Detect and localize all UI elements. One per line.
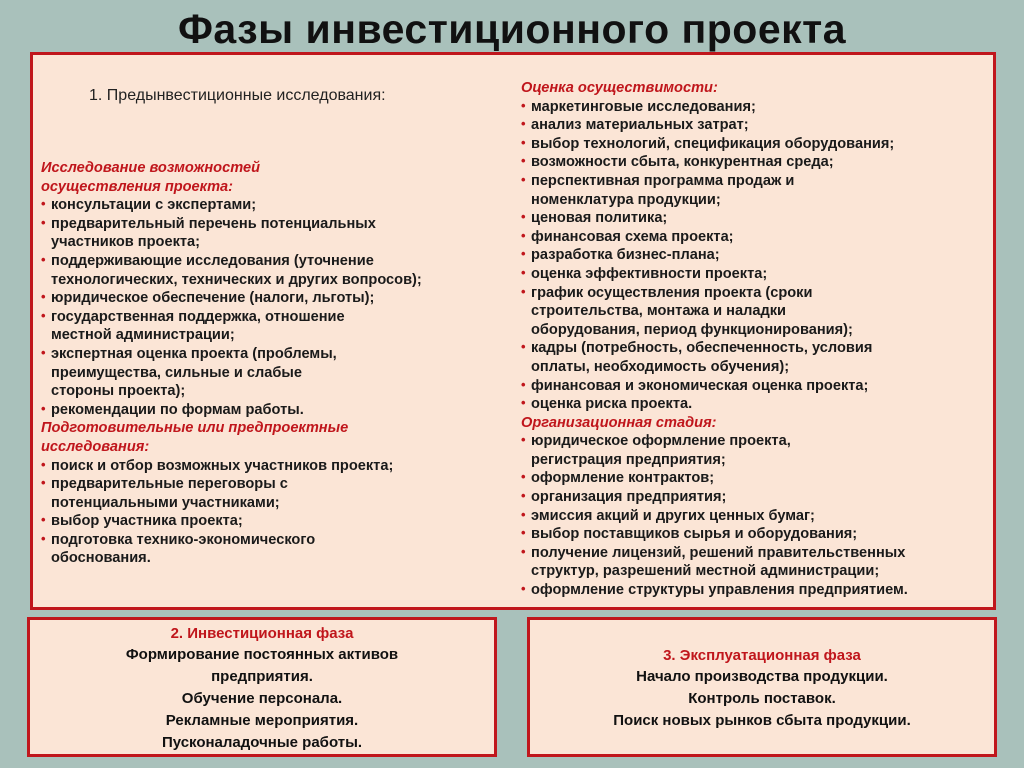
list-item-line: • поддерживающие исследования (уточнение — [51, 252, 374, 269]
section-heading: осуществления проекта: — [41, 178, 234, 195]
list-item-line: местной администрации; — [51, 327, 235, 344]
list-item — [521, 395, 991, 414]
list-item — [41, 345, 511, 401]
section-heading: Организационная стадия: — [521, 414, 717, 431]
list-item-line: • финансовая и экономическая оценка проекта; — [531, 377, 869, 394]
list-item — [41, 215, 511, 252]
list-item-line: • выбор технологий, спецификация оборудования; — [531, 135, 895, 152]
list-item-line: строительства, монтажа и наладки — [531, 303, 787, 320]
list-item — [521, 209, 991, 228]
list-item-line: • маркетинговые исследования; — [531, 98, 756, 115]
list-item-line: потенциальными участниками; — [51, 494, 280, 511]
section-heading: Оценка осуществимости: — [521, 80, 718, 96]
list-item — [41, 531, 511, 568]
list-item — [41, 289, 511, 308]
list-item-line: номенклатура продукции; — [531, 191, 721, 208]
section-heading: исследования: — [41, 438, 150, 455]
list-item-line: • оценка эффективности проекта; — [531, 265, 768, 282]
phase-line: Формирование постоянных активов — [125, 646, 399, 663]
phase-line: Поиск новых рынков сбыта продукции. — [613, 712, 911, 729]
list-item — [521, 525, 991, 544]
list-item — [521, 544, 991, 581]
list-item-line: • оформление контрактов; — [531, 470, 715, 487]
phase-line: предприятия. — [211, 668, 313, 685]
list-item-line: • юридическое оформление проекта, — [531, 433, 791, 450]
list-item — [521, 116, 991, 135]
phase-line: Начало производства продукции. — [636, 668, 888, 685]
list-item-line: стороны проекта); — [51, 383, 186, 400]
list-item-line: структур, разрешений местной администрации; — [531, 563, 880, 580]
list-item-line: • экспертная оценка проекта (проблемы, — [51, 345, 337, 362]
list-item — [521, 377, 991, 396]
list-item-line: • получение лицензий, решений правительственных — [531, 544, 906, 561]
list-item — [521, 153, 991, 172]
list-item — [521, 284, 991, 340]
section-heading: Исследование возможностей — [41, 160, 261, 176]
list-item-line: • консультации с экспертами; — [51, 197, 257, 214]
phase3-box — [527, 617, 997, 757]
list-item-line: • предварительные переговоры с — [51, 476, 288, 493]
list-item-line: • кадры (потребность, обеспеченность, условия — [531, 340, 873, 357]
list-item-line: • государственная поддержка, отношение — [51, 308, 345, 325]
list-item — [41, 308, 511, 345]
list-item — [41, 252, 511, 289]
phase-line: Пусконаладочные работы. — [161, 734, 363, 751]
list-item-line: • оценка риска проекта. — [531, 396, 693, 413]
list-item — [521, 469, 991, 488]
list-item-line: • перспективная программа продаж и — [531, 172, 795, 189]
phase3-title: 3. Эксплуатационная фаза — [663, 647, 861, 664]
phase1-title: 1. Предынвестиционные исследования: — [89, 87, 386, 104]
list-item — [521, 507, 991, 526]
list-item — [41, 196, 511, 215]
list-item-line: технологических, технических и других вопросов); — [51, 271, 422, 288]
list-item-line: • предварительный перечень потенциальных — [51, 215, 376, 232]
list-item-line: • поиск и отбор возможных участников проекта; — [51, 457, 394, 474]
list-item — [521, 135, 991, 154]
list-item-line: участников проекта; — [51, 234, 200, 251]
list-item-line: • юридическое обеспечение (налоги, льготы); — [51, 290, 375, 307]
list-item-line: оплаты, необходимость обучения); — [531, 358, 790, 375]
list-item-line: • финансовая схема проекта; — [531, 228, 734, 245]
list-item — [521, 246, 991, 265]
list-item — [521, 228, 991, 247]
list-item-line: обоснования. — [51, 550, 151, 567]
phase2-title: 2. Инвестиционная фаза — [170, 625, 354, 642]
list-item — [521, 339, 991, 376]
phase-line: Контроль поставок. — [688, 690, 836, 707]
phase-line: Обучение персонала. — [181, 690, 343, 707]
list-item-line: регистрация предприятия; — [531, 451, 726, 468]
list-item-line: • выбор участника проекта; — [51, 513, 243, 530]
list-item — [41, 475, 511, 512]
list-item-line: • ценовая политика; — [531, 210, 668, 227]
section-heading: Подготовительные или предпроектные — [41, 420, 349, 437]
list-item-line: • разработка бизнес-плана; — [531, 247, 720, 264]
list-item-line: • организация предприятия; — [531, 489, 727, 506]
list-item — [521, 265, 991, 284]
list-item-line: • возможности сбыта, конкурентная среда; — [531, 154, 834, 171]
list-item-line: • подготовка технико-экономического — [51, 531, 316, 548]
list-item-line: преимущества, сильные и слабые — [51, 364, 302, 381]
list-item — [521, 172, 991, 209]
phase1-left-list — [41, 159, 511, 568]
list-item — [521, 581, 991, 600]
list-item-line: • график осуществления проекта (сроки — [531, 284, 813, 301]
phase2-box — [27, 617, 497, 757]
phase1-box — [30, 52, 996, 610]
list-item — [41, 512, 511, 531]
page-title: Фазы инвестиционного проекта — [177, 6, 847, 52]
list-item — [41, 401, 511, 420]
phase1-right-list — [521, 79, 991, 600]
list-item-line: • оформление структуры управления предприятием. — [531, 582, 908, 599]
list-item-line: • эмиссия акций и других ценных бумаг; — [531, 507, 815, 524]
list-item — [521, 98, 991, 117]
list-item-line: оборудования, период функционирования); — [531, 321, 853, 338]
list-item-line: • выбор поставщиков сырья и оборудования; — [531, 526, 858, 543]
list-item-line: • анализ материальных затрат; — [531, 117, 749, 134]
phase-line: Рекламные мероприятия. — [165, 712, 359, 729]
list-item — [521, 432, 991, 469]
list-item — [41, 457, 511, 476]
list-item-line: • рекомендации по формам работы. — [51, 401, 304, 418]
list-item — [521, 488, 991, 507]
